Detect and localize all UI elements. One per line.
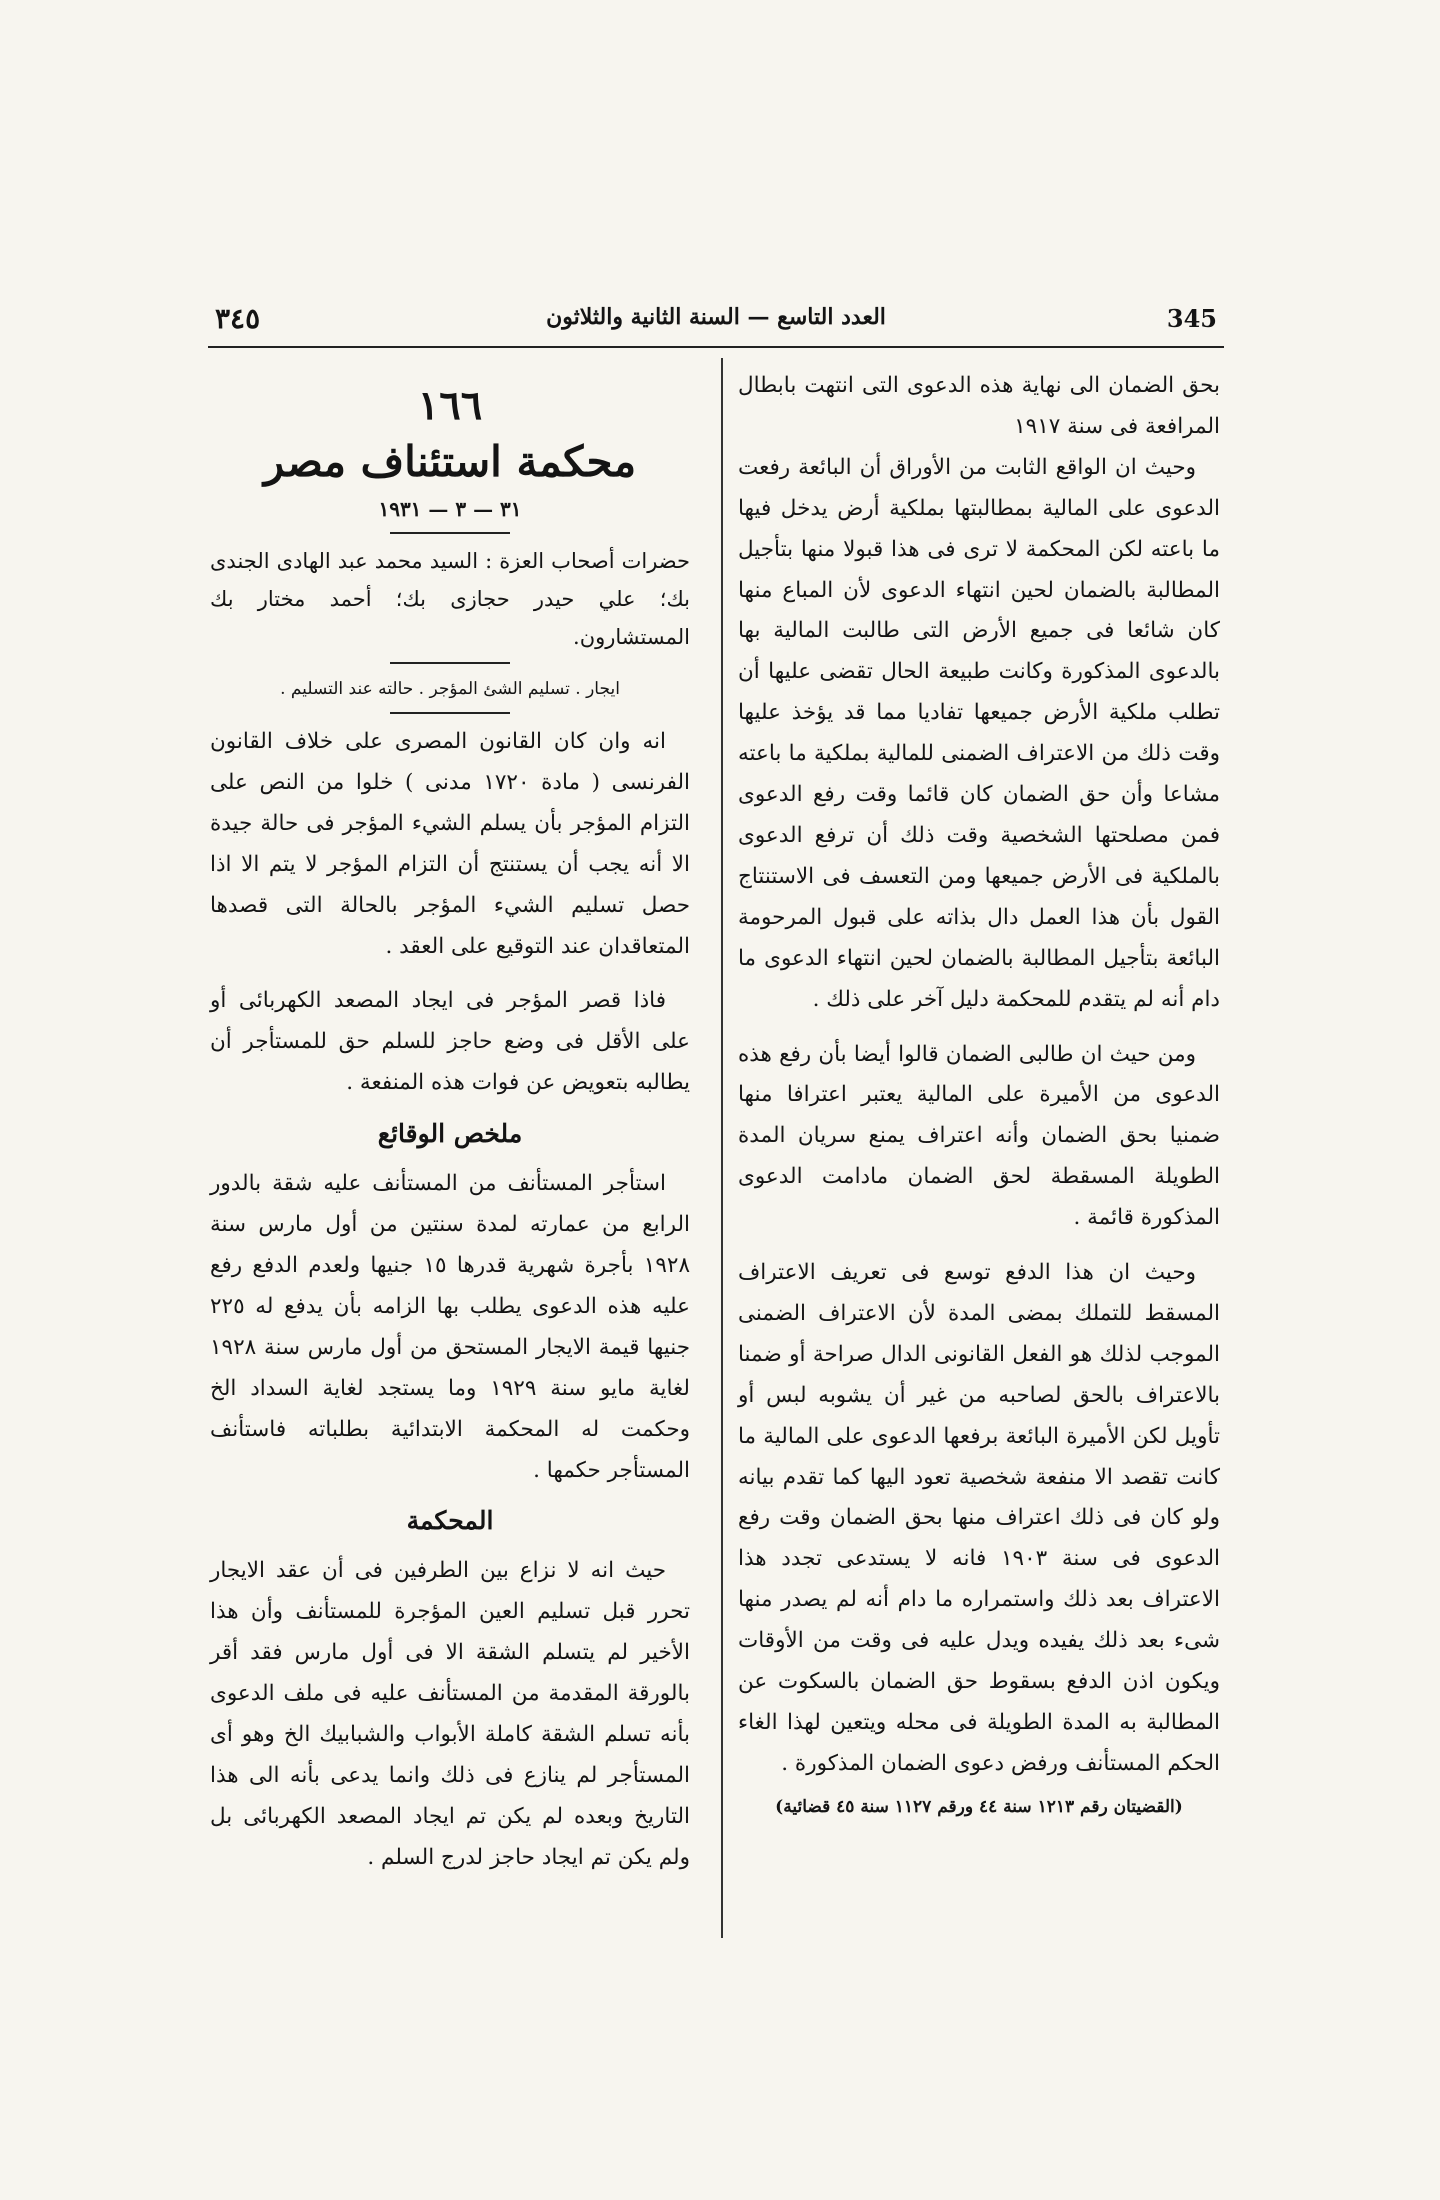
divider-rule (390, 662, 510, 664)
legal-principle-2: فاذا قصر المؤجر فى ايجاد المصعد الكهربائى أو على الأقل فى وضع حاجز للسلم حق للمستأجر أن يطالبه بتعويض عن فوات هذه المنفعة . (210, 988, 690, 1096)
right-column (738, 366, 1220, 1825)
column-divider (721, 358, 723, 1938)
case-keywords: ايجار . تسليم الشئ المؤجر . حالته عند التسليم . (280, 679, 620, 699)
page-header (205, 298, 1227, 342)
header-rule (208, 346, 1224, 348)
page-number-arabic: ٣٤٥ (215, 302, 261, 335)
facts-heading: ملخص الوقائع (377, 1119, 523, 1149)
judges-list: حضرات أصحاب العزة : السيد محمد عبد الهادى الجندى بك؛ علي حيدر حجازى بك؛ أحمد مختار بك المستشارون. (210, 549, 690, 649)
divider-rule (390, 532, 510, 534)
journal-issue-title: العدد التاسع — السنة الثانية والثلاثون (546, 304, 886, 330)
facts-summary: استأجر المستأنف من المستأنف عليه شقة بالدور الرابع من عمارته لمدة سنتين من أول مارس سنة ١٩٢٨ بأجرة شهرية قدرها ١٥ جنيها ولعدم الدفع رفع عليه هذه الدعوى يطلب بها الزامه بأن يدفع له ٢٢٥ جنيها قيمة الايجار المستحق من أول مارس سنة ١٩٢٨ لغاية مايو سنة ١٩٢٩ وما يستجد لغاية السداد الخ وحكمت له المحكمة الابتدائية بطلباته فاستأنف المستأجر حكمها . (210, 1171, 690, 1483)
paragraph-reasoning-3: وحيث ان هذا الدفع توسع فى تعريف الاعتراف المسقط للتملك بمضى المدة لأن الاعتراف الضمنى الموجب لذلك هو الفعل القانونى الدال صراحة أو ضمنا بالاعتراف بالحق لصاحبه من غير أن يشوبه لبس أو تأويل لكن الأميرة البائعة برفعها الدعوى على المالية ما كانت تقصد الا منفعة شخصية تعود اليها كما تقدم بيانه ولو كان فى ذلك اعتراف منها بحق الضمان وقت رفع الدعوى فى سنة ١٩٠٣ فانه لا يستدعى تجدد هذا الاعتراف بعد ذلك واستمراره ما دام أنه لم يصدر منها شىء بعد ذلك يفيده ويدل عليه فى وقت من الأوقات ويكون اذن الدفع بسقوط حق الضمان بالسكوت عن المطالبة به المدة الطويلة فى محله ويتعين لهذا الغاء الحكم المستأنف ورفض دعوى الضمان المذكورة . (738, 1260, 1220, 1776)
left-column (210, 380, 690, 1879)
court-name: محكمة استئناف مصر (263, 437, 637, 486)
legal-principle-1: انه وان كان القانون المصرى على خلاف القانون الفرنسى ( مادة ١٧٢٠ مدنى ) خلوا من النص على التزام المؤجر بأن يسلم الشيء المؤجر فى حالة جيدة الا أنه يجب أن يستنتج أن التزام المؤجر لا يتم الا اذا حصل تسليم الشيء المؤجر بالحالة التى قصدها المتعاقدان عند التوقيع على العقد . (210, 729, 690, 959)
paragraph-reasoning-2: ومن حيث ان طالبى الضمان قالوا أيضا بأن رفع هذه الدعوى من الأميرة على المالية يعتبر اعترافا منها ضمنيا بحق الضمان وأنه اعتراف يمنع سريان المدة الطويلة المسقطة لحق الضمان مادامت الدعوى المذكورة قائمة . (738, 1041, 1220, 1231)
case-number: ١٦٦ (417, 382, 483, 429)
case-date: ٣١ — ٣ — ١٩٣١ (378, 497, 522, 521)
paragraph-continuation: بحق الضمان الى نهاية هذه الدعوى التى انتهت بابطال المرافعة فى سنة ١٩١٧ (738, 373, 1220, 439)
divider-rule (390, 712, 510, 714)
court-reasoning: حيث انه لا نزاع بين الطرفين فى أن عقد الايجار تحرر قبل تسليم العين المؤجرة للمستأنف وأن هذا الأخير لم يتسلم الشقة الا فى أول مارس فقد أقر بالورقة المقدمة من المستأنف عليه فى ملف الدعوى بأنه تسلم الشقة كاملة الأبواب والشبابيك الخ وهو أى المستأجر لم ينازع فى ذلك وانما يدعى بأنه الى هذا التاريخ وبعده لم يكن تم ايجاد المصعد الكهربائى بل ولم يكن تم ايجاد حاجز لدرج السلم . (210, 1558, 690, 1870)
court-heading: المحكمة (406, 1506, 494, 1536)
paragraph-reasoning-1: وحيث ان الواقع الثابت من الأوراق أن البائعة رفعت الدعوى على المالية بمطالبتها بملكية أرض يدخل فيها ما باعته لكن المحكمة لا ترى فى هذا قبولا منها بتأجيل المطالبة بالضمان لحين انتهاء الدعوى لأن المباع منها كان شائعا فى جميع الأرض التى طالبت المالية بها بالدعوى المذكورة وكانت طبيعة الحال تقضى عليها أن تطلب ملكية الأرض جميعها تفاديا مما قد يؤخذ عليها وقت ذلك من الاعتراف الضمنى للمالية بملكية ما باعته مشاعا وأن حق الضمان كان قائما وقت رفع الدعوى فمن مصلحتها الشخصية وقت ذلك أن ترفع الدعوى بالملكية فى الأرض جميعها ومن التعسف فى الاستنتاج القول بأن هذا العمل دال بذاته على قبول المرحومة البائعة بتأجيل المطالبة بالضمان لحين انتهاء الدعوى ما دام أنه لم يتقدم للمحكمة دليل آخر على ذلك . (738, 454, 1220, 1012)
case-reference-footnote: (القضيتان رقم ١٢١٣ سنة ٤٤ ورقم ١١٢٧ سنة ٤٥ قضائية) (775, 1796, 1183, 1817)
page-number-latin: 345 (1166, 304, 1217, 333)
